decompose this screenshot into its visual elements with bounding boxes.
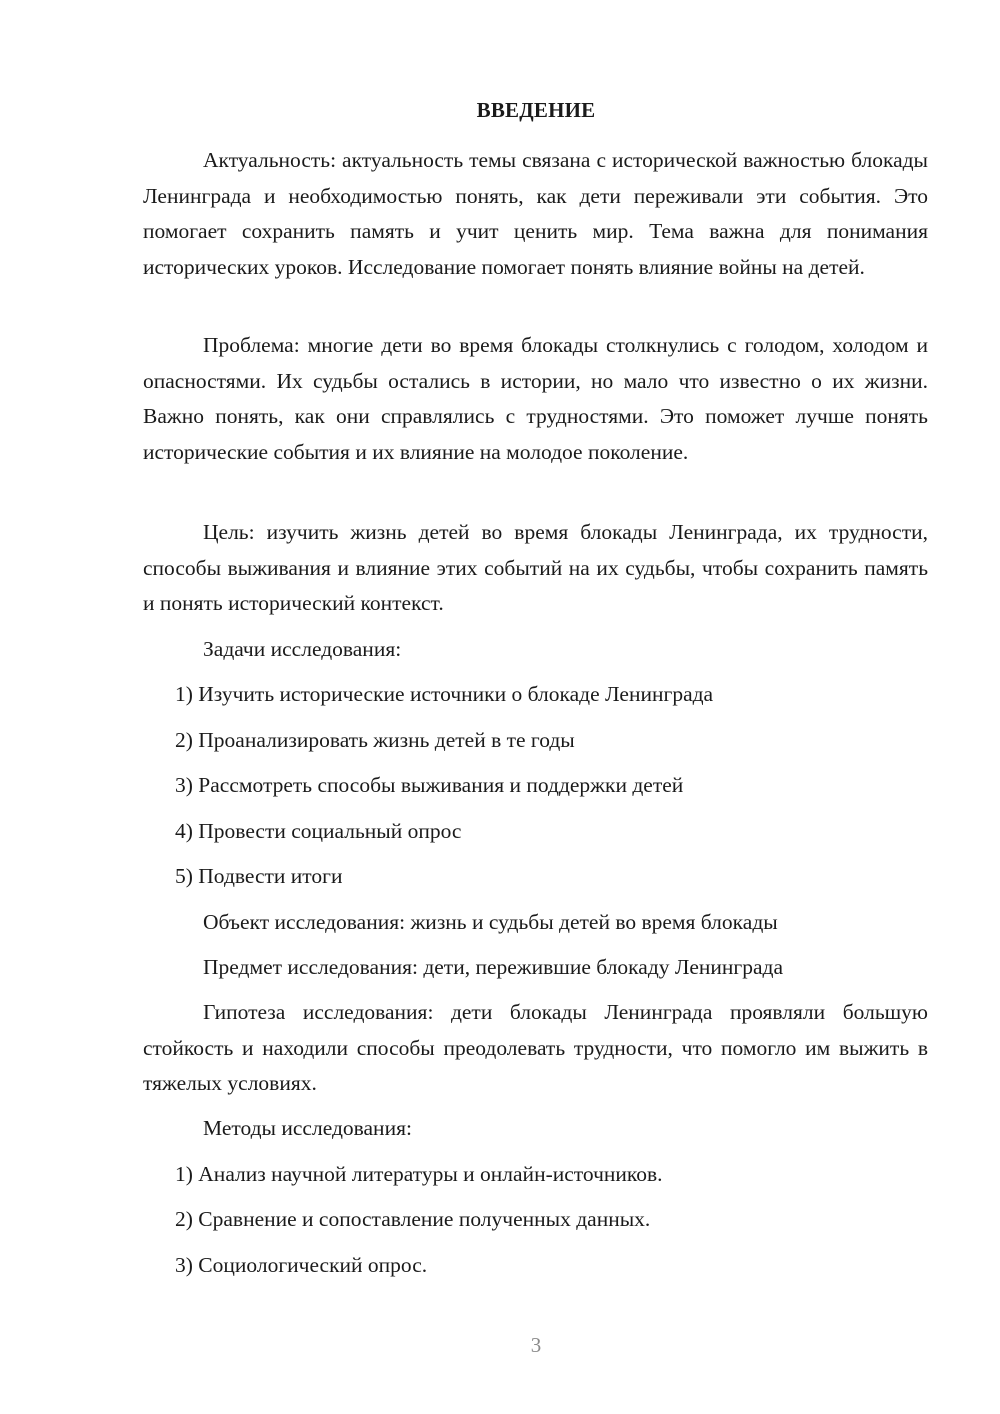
research-object: Объект исследования: жизнь и судьбы детей во время блокады	[203, 910, 778, 934]
task-item: 1) Изучить исторические источники о блокаде Ленинграда	[175, 682, 714, 706]
section-title: ВВЕДЕНИЕ	[476, 98, 596, 122]
tasks-heading: Задачи исследования:	[203, 637, 402, 661]
page-number: 3	[530, 1333, 542, 1357]
research-subject: Предмет исследования: дети, пережившие блокаду Ленинграда	[203, 955, 783, 979]
task-item: 5) Подвести итоги	[175, 864, 343, 888]
method-item: 2) Сравнение и сопоставление полученных данных.	[175, 1207, 651, 1231]
task-item: 3) Рассмотреть способы выживания и поддержки детей	[175, 773, 684, 797]
problem-paragraph: Проблема: многие дети во время блокады столкнулись с голодом, холодом и опасностями. Их судьбы остались в истории, но мало что известно о их жизни. Важно понять, как они справлялись с трудностями. Это поможет лучше понять исторические события и их влияние на молодое поколение.	[143, 333, 928, 464]
relevance-paragraph: Актуальность: актуальность темы связана с исторической важностью блокады Ленинграда и необходимостью понять, как дети переживали эти события. Это помогает сохранить память и учит ценить мир. Тема важна для понимания исторических уроков. Исследование помогает понять влияние войны на детей.	[143, 148, 928, 279]
hypothesis-paragraph: Гипотеза исследования: дети блокады Ленинграда проявляли большую стойкость и находили способы преодолевать трудности, что помогло им выжить в тяжелых условиях.	[143, 1000, 928, 1095]
goal-paragraph: Цель: изучить жизнь детей во время блокады Ленинграда, их трудности, способы выживания и влияние этих событий на их судьбы, чтобы сохранить память и понять исторический контекст.	[143, 520, 928, 615]
method-item: 3) Социологический опрос.	[175, 1253, 428, 1277]
task-item: 2) Проанализировать жизнь детей в те годы	[175, 728, 575, 752]
methods-heading: Методы исследования:	[203, 1116, 412, 1140]
method-item: 1) Анализ научной литературы и онлайн-источников.	[175, 1162, 663, 1186]
task-item: 4) Провести социальный опрос	[175, 819, 462, 843]
